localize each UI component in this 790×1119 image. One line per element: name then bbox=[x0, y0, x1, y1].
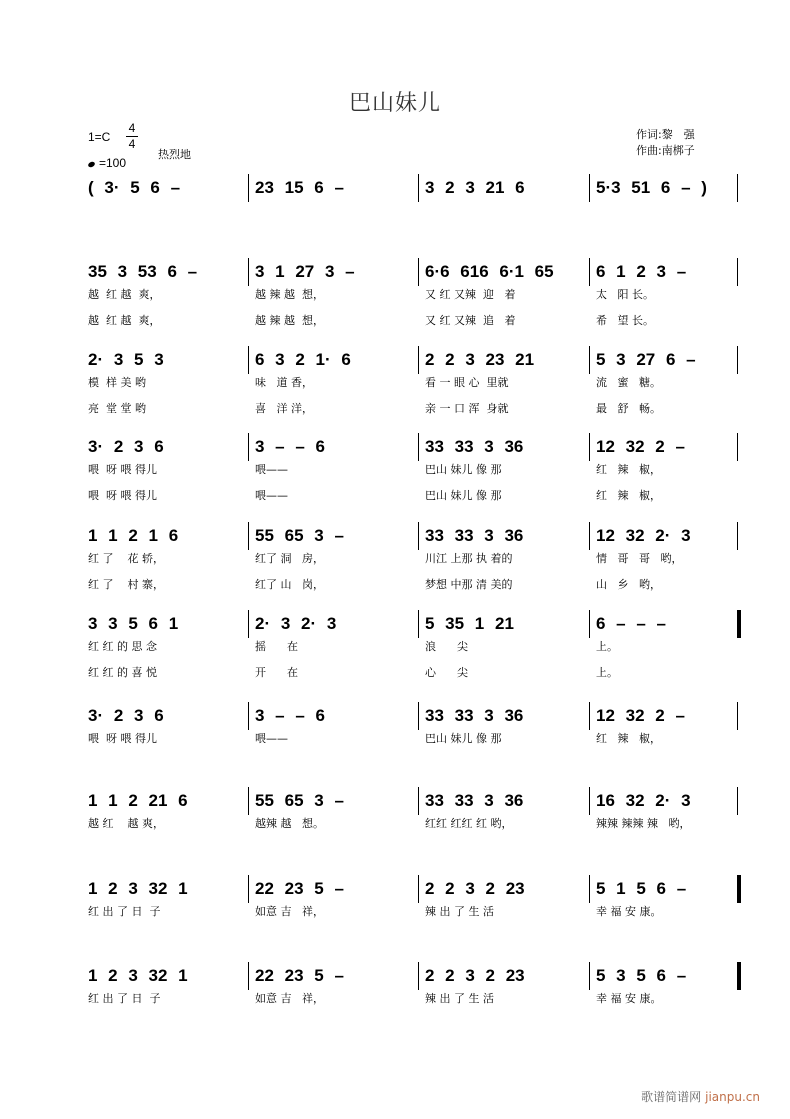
lyric-verse1: 红 出 了 日 子 bbox=[88, 905, 161, 918]
measure-notes: 35 3 53 6 – bbox=[88, 262, 198, 281]
measure-notes: 2 2 3 23 21 bbox=[425, 350, 535, 369]
barline bbox=[248, 174, 249, 202]
lyric-verse1: 红 辣 椒， bbox=[596, 463, 661, 476]
measure-notes: 12 32 2· 3 bbox=[596, 526, 691, 545]
barline bbox=[418, 962, 419, 990]
measure-notes: 16 32 2· 3 bbox=[596, 791, 691, 810]
lyric-verse1: 摇 在 bbox=[255, 640, 298, 653]
barline bbox=[248, 787, 249, 815]
lyric-verse2: 最 舒 畅。 bbox=[596, 402, 661, 415]
lyric-verse1: 幸 福 安 康。 bbox=[596, 992, 662, 1005]
measure-notes: 5 1 5 6 – bbox=[596, 879, 687, 898]
measure-notes: 3 – – 6 bbox=[255, 437, 325, 456]
measure-notes: 55 65 3 – bbox=[255, 526, 344, 545]
measure-notes: 6 – – – bbox=[596, 614, 666, 633]
measure-notes: 6 1 2 3 – bbox=[596, 262, 687, 281]
lyric-verse1: 流 蜜 糖。 bbox=[596, 376, 661, 389]
measure-notes: 1 1 2 21 6 bbox=[88, 791, 188, 810]
lyric-verse2: 红了 山 岗， bbox=[255, 578, 324, 591]
lyric-verse1: 看 一 眼 心 里就 bbox=[425, 376, 509, 389]
measure-notes: 55 65 3 – bbox=[255, 791, 344, 810]
barline bbox=[589, 174, 590, 202]
measure-notes: 2· 3 2· 3 bbox=[255, 614, 337, 633]
measure-notes: 3 1 27 3 – bbox=[255, 262, 355, 281]
measure-notes: 33 33 3 36 bbox=[425, 706, 524, 725]
barline bbox=[248, 522, 249, 550]
lyric-verse1: 红了 洞 房， bbox=[255, 552, 324, 565]
measure-notes: 5 3 27 6 – bbox=[596, 350, 696, 369]
measure-notes: 33 33 3 36 bbox=[425, 437, 524, 456]
measure-notes: 1 2 3 32 1 bbox=[88, 966, 188, 985]
measure-notes: 6 3 2 1· 6 bbox=[255, 350, 351, 369]
lyric-verse1: 越 红 越 爽， bbox=[88, 288, 161, 301]
barline bbox=[589, 962, 590, 990]
credits bbox=[636, 127, 695, 159]
barline bbox=[248, 258, 249, 286]
barline bbox=[589, 875, 590, 903]
measure-notes: 2· 3 5 3 bbox=[88, 350, 164, 369]
lyric-verse1: 辣 出 了 生 活 bbox=[425, 905, 494, 918]
end-barline bbox=[737, 258, 738, 286]
barline bbox=[589, 346, 590, 374]
barline bbox=[418, 174, 419, 202]
measure-notes: 22 23 5 – bbox=[255, 966, 344, 985]
lyric-verse2: 上。 bbox=[596, 666, 618, 679]
barline bbox=[589, 522, 590, 550]
lyric-verse1: 喂 呀 喂 得儿 bbox=[88, 463, 157, 476]
lyric-verse1: 越 红 越 爽， bbox=[88, 817, 164, 830]
barline bbox=[418, 522, 419, 550]
barline bbox=[589, 787, 590, 815]
score-title: 巴山妹儿 bbox=[348, 91, 441, 116]
barline bbox=[418, 610, 419, 638]
lyric-verse2: 喂—— bbox=[255, 489, 288, 502]
lyric-verse1: 红红 红红 红 哟， bbox=[425, 817, 513, 830]
lyric-verse1: 如意 吉 祥， bbox=[255, 905, 324, 918]
expression-marking: 热烈地 bbox=[158, 149, 191, 161]
barline bbox=[418, 258, 419, 286]
lyric-verse2: 喜 洋 洋， bbox=[255, 402, 313, 415]
lyric-verse1: 模 样 美 哟 bbox=[88, 376, 146, 389]
barline bbox=[589, 610, 590, 638]
lyric-verse1: 巴山 妹儿 像 那 bbox=[425, 732, 502, 745]
composer: 作曲:南梆子 bbox=[636, 144, 695, 157]
lyric-verse2: 亲 一 口 浑 身就 bbox=[425, 402, 509, 415]
lyric-verse2: 梦想 中那 清 美的 bbox=[425, 578, 513, 591]
end-barline bbox=[737, 610, 741, 638]
watermark: 歌谱简谱网 jianpu.cn bbox=[641, 1090, 760, 1104]
end-barline bbox=[737, 522, 738, 550]
lyric-verse1: 川江 上那 执 着的 bbox=[425, 552, 513, 565]
end-barline bbox=[737, 962, 741, 990]
tempo-marking: =100 bbox=[88, 156, 126, 170]
measure-notes: 1 1 2 1 6 bbox=[88, 526, 179, 545]
barline bbox=[418, 346, 419, 374]
barline bbox=[248, 962, 249, 990]
barline bbox=[248, 875, 249, 903]
barline bbox=[589, 702, 590, 730]
lyric-verse1: 辣 出 了 生 活 bbox=[425, 992, 494, 1005]
lyric-verse2: 红 红 的 喜 悦 bbox=[88, 666, 157, 679]
measure-notes: 5·3 51 6 – ) bbox=[596, 178, 707, 197]
barline bbox=[248, 346, 249, 374]
lyric-verse2: 开 在 bbox=[255, 666, 298, 679]
measure-notes: 6·6 616 6·1 65 bbox=[425, 262, 554, 281]
lyric-verse2: 巴山 妹儿 像 那 bbox=[425, 489, 502, 502]
measure-notes: 3 3 5 6 1 bbox=[88, 614, 179, 633]
lyric-verse2: 希 望 长。 bbox=[596, 314, 654, 327]
lyric-verse1: 又 红 又辣 迎 着 bbox=[425, 288, 516, 301]
lyric-verse1: 红 了 花 轿， bbox=[88, 552, 164, 565]
key-signature: 1=C bbox=[88, 130, 111, 144]
measure-notes: 3· 2 3 6 bbox=[88, 706, 164, 725]
lyric-verse1: 浪 尖 bbox=[425, 640, 468, 653]
lyric-verse1: 越辣 越 想。 bbox=[255, 817, 324, 830]
measure-notes: 2 2 3 2 23 bbox=[425, 879, 525, 898]
lyric-verse1: 喂—— bbox=[255, 732, 288, 745]
lyric-verse1: 太 阳 长。 bbox=[596, 288, 654, 301]
measure-notes: 33 33 3 36 bbox=[425, 791, 524, 810]
measure-notes: 33 33 3 36 bbox=[425, 526, 524, 545]
lyric-verse2: 又 红 又辣 追 着 bbox=[425, 314, 516, 327]
end-barline bbox=[737, 702, 738, 730]
lyric-verse1: 喂—— bbox=[255, 463, 288, 476]
lyric-verse1: 越 辣 越 想， bbox=[255, 288, 324, 301]
measure-notes: 3 2 3 21 6 bbox=[425, 178, 525, 197]
lyric-verse2: 喂 呀 喂 得儿 bbox=[88, 489, 157, 502]
measure-notes: 1 2 3 32 1 bbox=[88, 879, 188, 898]
end-barline bbox=[737, 875, 741, 903]
end-barline bbox=[737, 174, 738, 202]
measure-notes: 3· 2 3 6 bbox=[88, 437, 164, 456]
lyric-verse1: 幸 福 安 康。 bbox=[596, 905, 662, 918]
lyric-verse2: 越 辣 越 想， bbox=[255, 314, 324, 327]
lyric-verse1: 辣辣 辣辣 辣 哟， bbox=[596, 817, 691, 830]
barline bbox=[418, 875, 419, 903]
lyric-verse1: 喂 呀 喂 得儿 bbox=[88, 732, 157, 745]
measure-notes: 23 15 6 – bbox=[255, 178, 344, 197]
end-barline bbox=[737, 787, 738, 815]
barline bbox=[418, 787, 419, 815]
lyric-verse1: 巴山 妹儿 像 那 bbox=[425, 463, 502, 476]
measure-notes: ( 3· 5 6 – bbox=[88, 178, 181, 197]
measure-notes: 22 23 5 – bbox=[255, 879, 344, 898]
lyric-verse2: 红 辣 椒， bbox=[596, 489, 661, 502]
lyric-verse1: 如意 吉 祥， bbox=[255, 992, 324, 1005]
end-barline bbox=[737, 346, 738, 374]
barline bbox=[248, 433, 249, 461]
lyric-verse1: 上。 bbox=[596, 640, 618, 653]
lyric-verse2: 红 了 村 寨， bbox=[88, 578, 164, 591]
lyric-verse2: 心 尖 bbox=[425, 666, 468, 679]
time-signature: 4 4 bbox=[126, 122, 138, 151]
barline bbox=[589, 433, 590, 461]
lyric-verse2: 山 乡 哟， bbox=[596, 578, 661, 591]
quarter-note-icon bbox=[87, 161, 95, 168]
barline bbox=[248, 610, 249, 638]
lyric-verse1: 情 哥 哥 哟， bbox=[596, 552, 683, 565]
lyric-verse1: 味 道 香， bbox=[255, 376, 313, 389]
measure-notes: 3 – – 6 bbox=[255, 706, 325, 725]
barline bbox=[248, 702, 249, 730]
end-barline bbox=[737, 433, 738, 461]
barline bbox=[418, 433, 419, 461]
lyric-verse1: 红 辣 椒， bbox=[596, 732, 661, 745]
lyric-verse1: 红 红 的 思 念 bbox=[88, 640, 157, 653]
barline bbox=[418, 702, 419, 730]
lyric-verse2: 越 红 越 爽， bbox=[88, 314, 161, 327]
measure-notes: 5 35 1 21 bbox=[425, 614, 514, 633]
lyric-verse1: 红 出 了 日 子 bbox=[88, 992, 161, 1005]
measure-notes: 2 2 3 2 23 bbox=[425, 966, 525, 985]
measure-notes: 12 32 2 – bbox=[596, 706, 685, 725]
lyric-verse2: 亮 堂 堂 哟 bbox=[88, 402, 146, 415]
lyricist: 作词:黎 强 bbox=[636, 128, 695, 141]
barline bbox=[589, 258, 590, 286]
measure-notes: 12 32 2 – bbox=[596, 437, 685, 456]
measure-notes: 5 3 5 6 – bbox=[596, 966, 687, 985]
